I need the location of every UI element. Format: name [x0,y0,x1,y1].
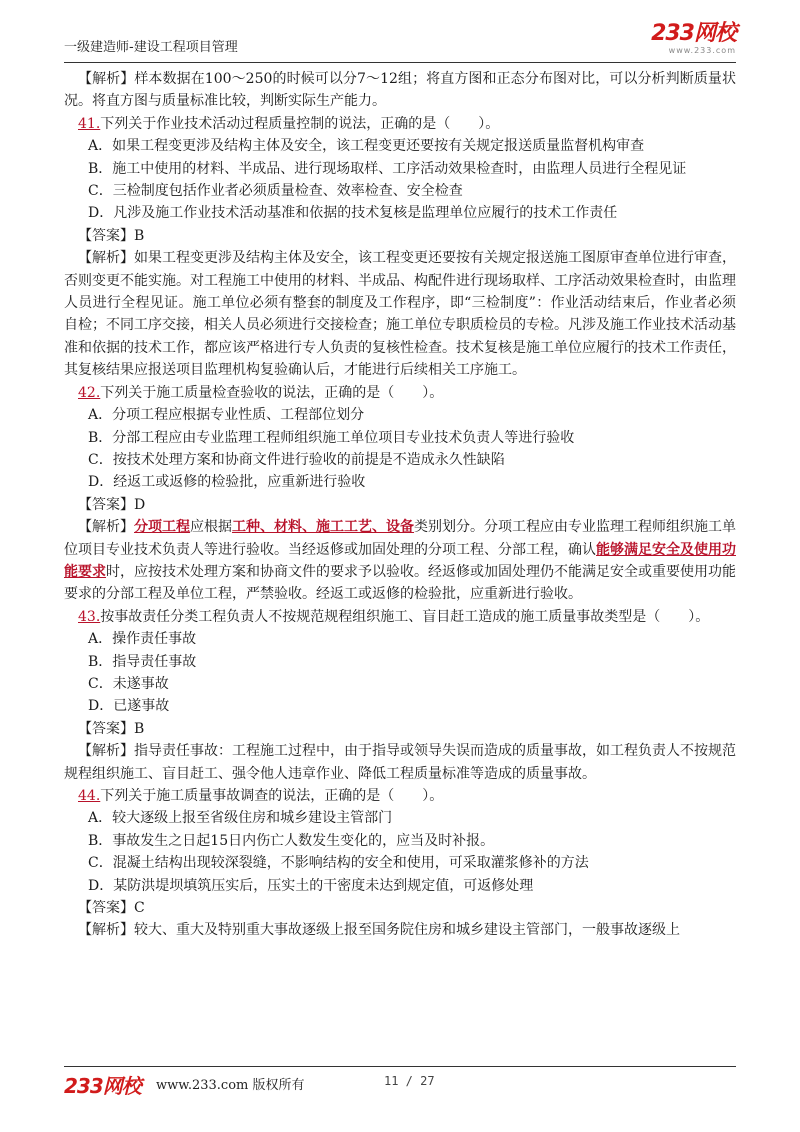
question-43-stem [64,606,736,628]
document-title: 一级建造师-建设工程项目管理 [64,40,238,55]
question-43-number: 43. [78,608,101,625]
question-41-text: 下列关于作业技术活动过程质量控制的说法，正确的是（ ）。 [100,115,500,132]
question-42-stem [64,382,736,404]
footer-divider [64,1066,736,1067]
question-42-text: 下列关于施工质量检查验收的说法，正确的是（ ）。 [100,384,444,401]
question-43-option-c: C．未遂事故 [88,675,169,692]
footer-copyright: www.233.com 版权所有 [156,1078,305,1093]
question-42-answer: 【答案】D [78,496,146,513]
question-41-analysis: 【解析】如果工程变更涉及结构主体及安全，该工程变更还要按有关规定报送施工图原审查单位进行审查，否则变更不能实施。对工程施工中使用的材料、半成品、构配件进行现场取样、工序活动效果检查时，由监理人员进行全程见证。施工单位必须有整套的制度及工作程序，即“三检制度”：作业活动结束后，作业者必须自检；不同工序交接，相关人员必须进行交接检查；施工单位专职质检员的专检。凡涉及施工作业技术活动基准和依据的技术工作，都应该严格进行专人负责的复核性检查。技术复核是施工单位应履行的技术工作责任，其复核结果应报送项目监理机构复验确认后，才能进行后续相关工序施工。 [64,250,736,379]
analysis-text: 应根据 [190,519,232,536]
question-44-option-a: A．较大逐级上报至省级住房和城乡建设主管部门 [88,810,393,827]
analysis-label: 【解析】 [78,519,134,536]
highlight-term: 工种、材料、施工工艺、设备 [232,519,414,536]
analysis-40: 【解析】样本数据在100～250的时候可以分7～12组；将直方图和正态分布图对比，可以分析判断质量状况。将直方图与质量标准比较，判断实际生产能力。 [64,71,736,110]
question-44-option-b: B．事故发生之日起15日内伤亡人数发生变化的，应当及时补报。 [88,832,495,849]
highlight-term: 能够满足安全及使用功能要求 [64,541,736,580]
analysis-text: 时，应按技术处理方案和协商文件的要求予以验收。经返修或加固处理仍不能满足安全或重要使用功能要求的分部工程及单位工程，严禁验收。经返工或返修的检验批，应重新进行验收。 [64,563,736,603]
question-41-option-a: A．如果工程变更涉及结构主体及安全，该工程变更还要按有关规定报送质量监督机构审查 [88,138,645,155]
question-41-stem [64,113,736,135]
question-41-answer: 【答案】B [78,227,145,244]
footer-logo: 233网校 [64,1074,141,1098]
question-41-option-b: B．施工中使用的材料、半成品、进行现场取样、工序活动效果检查时，由监理人员进行全程见证 [88,160,687,177]
brand-logo [651,22,736,56]
page-footer [64,1070,736,1100]
page-content [64,68,736,942]
question-44-analysis: 【解析】较大、重大及特别重大事故逐级上报至国务院住房和城乡建设主管部门，一般事故逐级上 [78,922,680,939]
question-43-text: 按事故责任分类工程负责人不按规范规程组织施工、盲目赶工造成的施工质量事故类型是（ ）。 [100,608,710,625]
question-43-option-b: B．指导责任事故 [88,653,197,670]
analysis-text: 类别划分。分项工程应由专业监理工程师组织施工单位项目专业技术负责人等进行验收。当经返修或加固处理的分项工程、分部工程，确认 [64,519,736,558]
question-42-analysis [64,516,736,606]
question-43-option-d: D．已遂事故 [88,698,170,715]
question-44-answer: 【答案】C [78,900,145,917]
question-43-option-a: A．操作责任事故 [88,631,197,648]
question-42-option-c: C．按技术处理方案和协商文件进行验收的前提是不造成永久性缺陷 [88,451,505,468]
brand-logo-text: 233网校 [651,21,736,46]
page-header [64,22,736,62]
question-44-text: 下列关于施工质量事故调查的说法，正确的是（ ）。 [100,788,444,804]
question-41-option-d: D．凡涉及施工作业技术活动基准和依据的技术复核是监理单位应履行的技术工作责任 [88,205,618,222]
question-42-number: 42. [78,384,101,401]
question-42-option-a: A．分项工程应根据专业性质、工程部位划分 [88,407,365,424]
highlight-term: 分项工程 [134,519,190,536]
header-divider [64,62,736,63]
question-41-option-c: C．三检制度包括作业者必须质量检查、效率检查、安全检查 [88,183,463,200]
question-44-option-d: D．某防洪堤坝填筑压实后，压实土的干密度未达到规定值，可返修处理 [88,877,534,894]
question-44-stem [64,785,736,807]
question-44-number: 44. [78,788,101,804]
question-42-option-d: D．经返工或返修的检验批，应重新进行验收 [88,474,366,491]
question-42-option-b: B．分部工程应由专业监理工程师组织施工单位项目专业技术负责人等进行验收 [88,429,575,446]
question-41-number: 41. [78,115,101,132]
brand-logo-url: www.233.com [668,46,736,55]
question-44-option-c: C．混凝土结构出现较深裂缝，不影响结构的安全和使用，可采取灌浆修补的方法 [88,855,589,872]
question-43-answer: 【答案】B [78,720,145,737]
question-43-analysis: 【解析】指导责任事故：工程施工过程中，由于指导或领导失误而造成的质量事故，如工程负责人不按规范规程组织施工、盲目赶工、强令他人违章作业、降低工程质量标准等造成的质量事故。 [64,743,736,782]
page-number: 11 / 27 [384,1074,435,1088]
